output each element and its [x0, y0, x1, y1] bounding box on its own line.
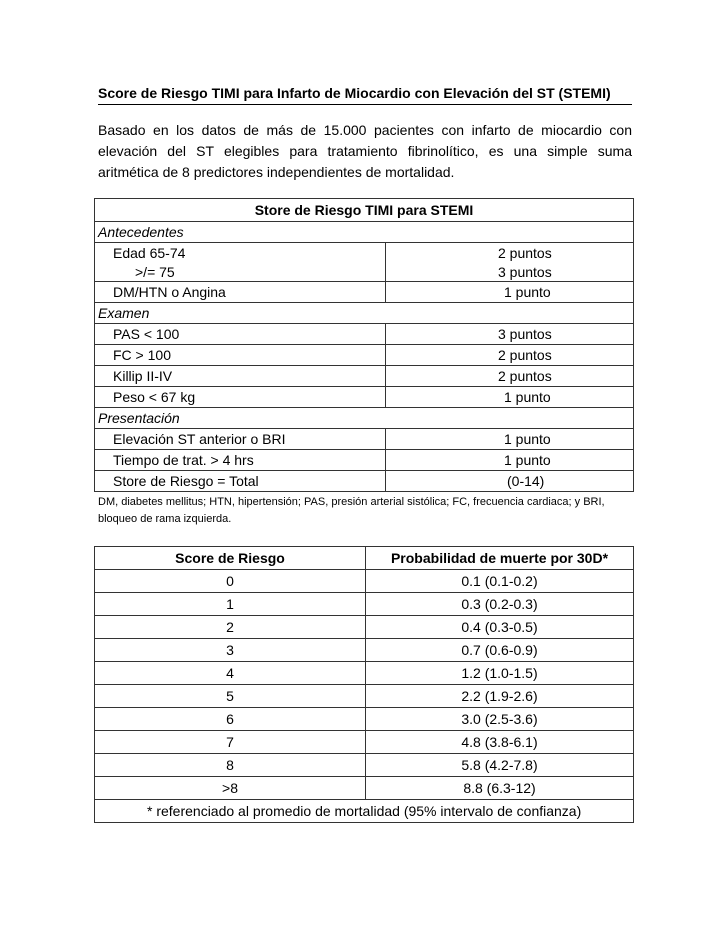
table-row: [95, 754, 634, 777]
score-cell: 2: [95, 616, 366, 639]
table-row: [95, 570, 634, 593]
abbreviations-note: DM, diabetes mellitus; HTN, hipertensión; PAS, presión arterial sistólica; FC, frecuencia cardiaca; y BRI, bloqueo de rama izquierda.: [98, 496, 605, 525]
prob-cell: 5.8 (4.2-7.8): [366, 754, 634, 777]
section-row: [95, 408, 634, 429]
item-label: Elevación ST anterior o BRI: [95, 429, 386, 450]
table-footnote: * referenciado al promedio de mortalidad (95% intervalo de confianza): [95, 800, 634, 823]
prob-cell: 8.8 (6.3-12): [366, 777, 634, 800]
table-row: [95, 429, 634, 450]
section-examen: Examen: [95, 303, 634, 324]
item-label: Killip II-IV: [95, 366, 386, 387]
prob-cell: 2.2 (1.9-2.6): [366, 685, 634, 708]
table-row: [95, 662, 634, 685]
table-row: [95, 616, 634, 639]
item-label: >/= 75: [95, 262, 386, 282]
item-points: 2 puntos: [386, 345, 634, 366]
score-cell: 4: [95, 662, 366, 685]
prob-cell: 0.4 (0.3-0.5): [366, 616, 634, 639]
item-points: 3 puntos: [386, 262, 634, 282]
score-cell: 8: [95, 754, 366, 777]
page-title: Score de Riesgo TIMI para Infarto de Miocardio con Elevación del ST (STEMI): [98, 84, 632, 105]
table-row: [95, 685, 634, 708]
intro-paragraph: Basado en los datos de más de 15.000 pacientes con infarto de miocardio con elevación del ST elegibles para tratamiento fibrinolítico, es una simple suma aritmética de 8 predictores independientes de mortalidad.: [98, 122, 632, 180]
item-label: FC > 100: [95, 345, 386, 366]
item-points: (0-14): [386, 471, 634, 492]
prob-cell: 0.7 (0.6-0.9): [366, 639, 634, 662]
col-header-probability: Probabilidad de muerte por 30D*: [366, 547, 634, 570]
item-label: Tiempo de trat. > 4 hrs: [95, 450, 386, 471]
table-row: [95, 345, 634, 366]
table-row: [95, 262, 634, 282]
score-cell: 7: [95, 731, 366, 754]
score-cell: 3: [95, 639, 366, 662]
item-points: 2 puntos: [386, 366, 634, 387]
item-label: PAS < 100: [95, 324, 386, 345]
col-header-score: Score de Riesgo: [95, 547, 366, 570]
item-label: DM/HTN o Angina: [95, 282, 386, 303]
prob-cell: 0.1 (0.1-0.2): [366, 570, 634, 593]
timi-risk-table: [94, 198, 634, 492]
score-cell: 1: [95, 593, 366, 616]
item-points: 2 puntos: [386, 243, 634, 263]
table-header: Store de Riesgo TIMI para STEMI: [95, 199, 634, 222]
table-header-row: [95, 547, 634, 570]
table-row: [95, 243, 634, 263]
table-footer-row: [95, 800, 634, 823]
prob-cell: 1.2 (1.0-1.5): [366, 662, 634, 685]
section-presentacion: Presentación: [95, 408, 634, 429]
score-cell: 6: [95, 708, 366, 731]
section-row: [95, 303, 634, 324]
item-points: 1 punto: [386, 282, 634, 303]
mortality-table: [94, 546, 634, 823]
prob-cell: 0.3 (0.2-0.3): [366, 593, 634, 616]
table-row: [95, 777, 634, 800]
item-label: Peso < 67 kg: [95, 387, 386, 408]
table-row: [95, 593, 634, 616]
item-points: 3 puntos: [386, 324, 634, 345]
item-points: 1 punto: [386, 429, 634, 450]
table-header-row: [95, 199, 634, 222]
table-row: [95, 450, 634, 471]
table-row: [95, 708, 634, 731]
table-row: [95, 324, 634, 345]
table-row: [95, 387, 634, 408]
score-cell: >8: [95, 777, 366, 800]
prob-cell: 4.8 (3.8-6.1): [366, 731, 634, 754]
score-cell: 0: [95, 570, 366, 593]
table-row: [95, 639, 634, 662]
table-row: [95, 731, 634, 754]
section-antecedentes: Antecedentes: [95, 222, 634, 243]
section-row: [95, 222, 634, 243]
table-row: [95, 471, 634, 492]
item-label: Edad 65-74: [95, 243, 386, 263]
score-cell: 5: [95, 685, 366, 708]
table-row: [95, 282, 634, 303]
table-row: [95, 366, 634, 387]
item-points: 1 punto: [386, 450, 634, 471]
item-points: 1 punto: [386, 387, 634, 408]
item-label: Store de Riesgo = Total: [95, 471, 386, 492]
prob-cell: 3.0 (2.5-3.6): [366, 708, 634, 731]
